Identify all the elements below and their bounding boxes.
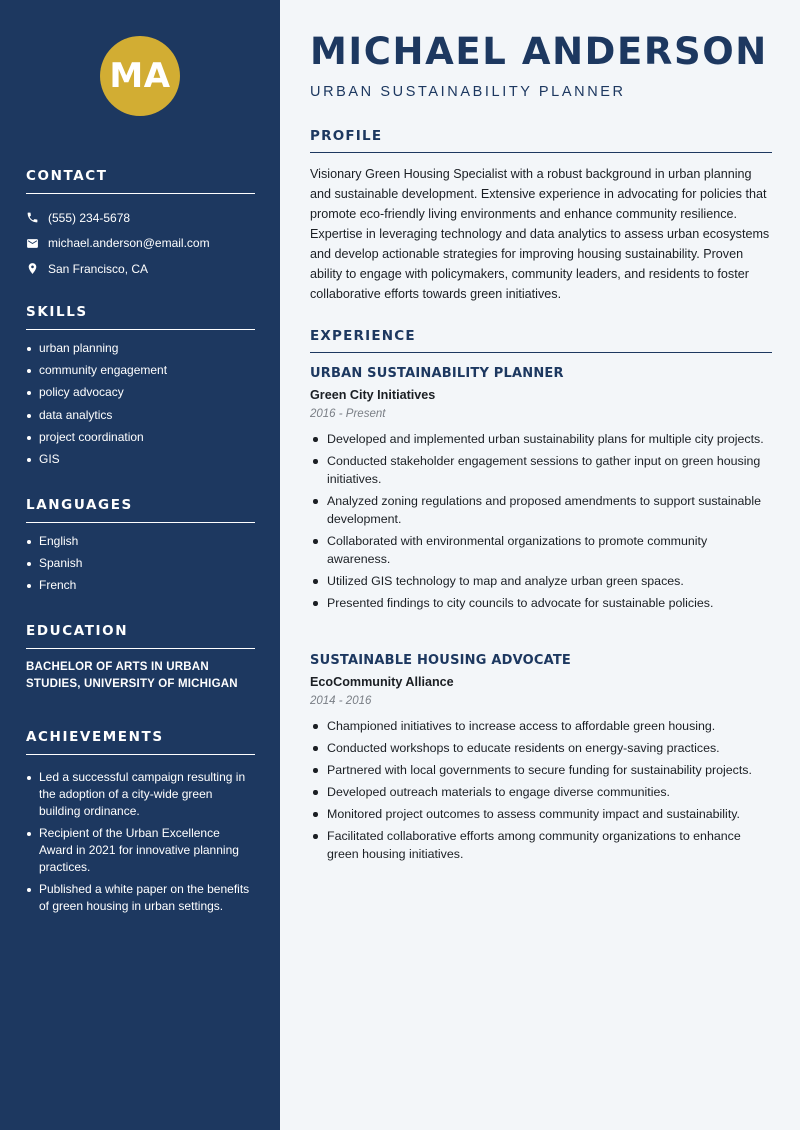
job-bullets xyxy=(310,717,772,863)
job-bullet: Monitored project outcomes to assess community impact and sustainability. xyxy=(310,805,772,823)
achievement-item: Led a successful campaign resulting in the adoption of a city-wide green building ordinance. xyxy=(26,769,255,820)
sidebar xyxy=(0,0,280,1130)
education-section xyxy=(26,623,255,693)
skill-item: policy advocacy xyxy=(26,384,255,406)
job-title: URBAN SUSTAINABILITY PLANNER xyxy=(310,366,564,381)
contact-phone xyxy=(26,205,255,231)
job-bullet: Collaborated with environmental organizations to promote community awareness. xyxy=(310,532,772,568)
email-text[interactable]: michael.anderson@email.com xyxy=(48,236,210,251)
job-bullet: Partnered with local governments to secure funding for sustainability projects. xyxy=(310,761,772,779)
job-title: SUSTAINABLE HOUSING ADVOCATE xyxy=(310,653,572,668)
achievements-list xyxy=(26,769,255,915)
skill-item: GIS xyxy=(26,451,255,473)
job-company: Green City Initiatives xyxy=(310,388,436,402)
languages-heading: LANGUAGES xyxy=(26,497,255,523)
avatar: MA xyxy=(100,36,180,116)
education-heading: EDUCATION xyxy=(26,623,255,649)
location-pin-icon xyxy=(26,262,48,275)
contact-email xyxy=(26,231,255,257)
job-dates: 2016 - Present xyxy=(310,408,386,420)
job-bullet: Utilized GIS technology to map and analyze urban green spaces. xyxy=(310,572,772,590)
experience-section xyxy=(310,328,772,353)
contact-heading: CONTACT xyxy=(26,168,255,194)
language-item: English xyxy=(26,533,255,555)
job-company: EcoCommunity Alliance xyxy=(310,675,454,689)
profile-heading: PROFILE xyxy=(310,128,772,153)
language-item: Spanish xyxy=(26,555,255,577)
job-bullet: Analyzed zoning regulations and proposed amendments to support sustainable development. xyxy=(310,492,772,528)
education-degree: BACHELOR OF ARTS IN URBAN STUDIES, UNIVERSITY OF MICHIGAN xyxy=(26,661,238,690)
skill-item: data analytics xyxy=(26,407,255,429)
phone-icon xyxy=(26,211,48,224)
contact-list xyxy=(26,205,255,282)
phone-text: (555) 234-5678 xyxy=(48,210,131,225)
languages-list xyxy=(26,533,255,600)
job-bullet: Developed outreach materials to engage diverse communities. xyxy=(310,783,772,801)
experience-heading: EXPERIENCE xyxy=(310,328,772,353)
skills-list xyxy=(26,340,255,473)
achievement-item: Published a white paper on the benefits of green housing in urban settings. xyxy=(26,881,255,915)
job-bullet: Championed initiatives to increase access to affordable green housing. xyxy=(310,717,772,735)
skills-heading: SKILLS xyxy=(26,304,255,330)
job-bullet: Developed and implemented urban sustainability plans for multiple city projects. xyxy=(310,430,772,448)
achievement-item: Recipient of the Urban Excellence Award in 2021 for innovative planning practices. xyxy=(26,825,255,876)
skill-item: urban planning xyxy=(26,340,255,362)
skill-item: project coordination xyxy=(26,429,255,451)
job-entry xyxy=(310,366,772,616)
achievements-heading: ACHIEVEMENTS xyxy=(26,729,255,755)
job-bullets xyxy=(310,430,772,612)
job-bullet: Conducted stakeholder engagement sessions to gather input on green housing initiatives. xyxy=(310,452,772,488)
candidate-name: MICHAEL ANDERSON xyxy=(310,30,768,73)
profile-text: Visionary Green Housing Specialist with a robust background in urban planning and sustainable development. Extensive experience in advocating for policies that promote eco-friendly living environments and enhance community resilience. Expertise in leveraging technology and data analytics to assess urban ecosystems and develop actionable strategies for improving housing sustainability. Proven ability to engage with policymakers, community leaders, and residents to foster collaborative efforts towards green initiatives. xyxy=(310,167,770,301)
location-text: San Francisco, CA xyxy=(48,261,149,276)
profile-section xyxy=(310,128,772,304)
job-bullet: Facilitated collaborative efforts among community organizations to enhance green housing initiatives. xyxy=(310,827,772,863)
skills-section xyxy=(26,304,255,473)
job-dates: 2014 - 2016 xyxy=(310,695,372,707)
language-item: French xyxy=(26,577,255,599)
contact-section xyxy=(26,168,255,282)
achievements-section xyxy=(26,729,255,920)
candidate-title: URBAN SUSTAINABILITY PLANNER xyxy=(310,84,626,100)
job-bullet: Conducted workshops to educate residents on energy-saving practices. xyxy=(310,739,772,757)
email-icon xyxy=(26,237,48,250)
job-entry xyxy=(310,653,772,867)
languages-section xyxy=(26,497,255,600)
contact-location xyxy=(26,256,255,282)
job-bullet: Presented findings to city councils to advocate for sustainable policies. xyxy=(310,594,772,612)
skill-item: community engagement xyxy=(26,362,255,384)
